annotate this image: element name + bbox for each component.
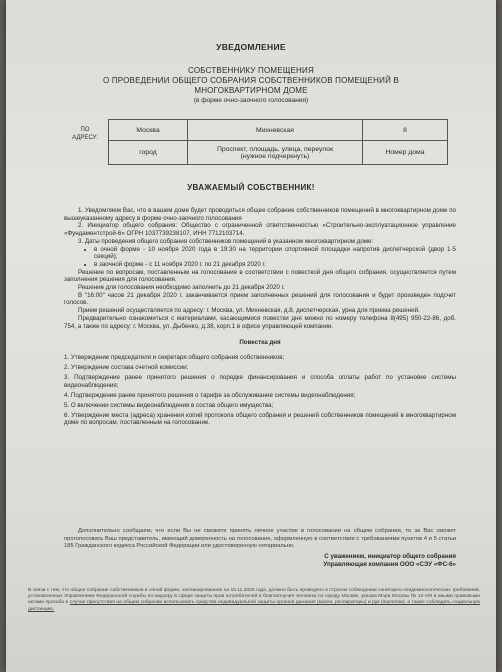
footnote-text: В связи с тем, что общее собрание собственников в очной форме, запланированное на 10.11.2020 года, должно быть проведено в строгом соблюдении санитарно-эпидемиологических требований, установленных Управлением Федеральной службы по надзору в сфере защиты прав потребителей и благополучия человека по городу Москве, указом Мэра Москвы № 12-УМ и иными правовыми актами просьба в <box>28 588 480 606</box>
paragraph-6: В "16:00" часов 21 декабря 2020 г. заканчивается прием заполненных решений для голосования и будет произведен подсчет голосов. <box>64 291 456 307</box>
address-label-line-1: ПО <box>80 127 90 133</box>
paragraph-5: Решение для голосования необходимо заполнить до 21 декабря 2020 г. <box>78 284 285 292</box>
agenda-item: 6. Утверждение места (адреса) хранения копий протокола общего собрания и решений собственников помещений в многоквартирном доме по вопросам, поставленным на голосование. <box>64 411 456 427</box>
address-street: Михневская <box>188 120 363 141</box>
footnote-underlined: случае присутствия на общем собрании использовать средства индивидуальной защиты органов дыхания (маски, респираторы) и рук (перчатки), а также соблюдать социальную дистанцию. <box>28 600 480 612</box>
house-caption: Номер дома <box>363 141 448 165</box>
greeting: УВАЖАЕМЫЙ СОБСТВЕННИК! <box>187 183 315 192</box>
street-caption <box>188 141 363 165</box>
paragraph-3: 3. Даты проведения общего собрания собственников помещений в указанном многоквартирном доме: <box>78 237 374 245</box>
paragraph-2: 2. Инициатор общего собрания: Общество с ограниченной ответственностью «Строительно-эксплуатационное управление «Фундаментстрой-6» ОГРН 1037739238107, ИНН 7712103714. <box>64 222 456 238</box>
signature-line-1: С уважением, инициатор общего собрания <box>324 553 456 560</box>
proxy-paragraph <box>64 528 456 551</box>
agenda-item: 3. Подтверждение ранее принятого решения о порядке финансирования и способа оплаты работ по установке системы видеонаблюдения; <box>64 373 456 389</box>
agenda-item: 1. Утверждение председателя и секретаря общего собрания собственников; <box>64 353 285 361</box>
paragraph-1: 1. Уведомляем Вас, что в вашем доме будет проводиться общее собрание собственников помещений в многоквартирном доме по вышеуказанному адресу в форме очно-заочного голосования <box>64 207 456 222</box>
paragraph-7: Прием решений осуществляется по адресу: г. Москва, ул. Михневская, д.8, диспетчерская, урна для приема решений. <box>78 307 420 315</box>
address-label-line-2: АДРЕСУ: <box>72 135 98 141</box>
footnote <box>28 588 480 613</box>
street-caption-line-1: Проспект, площадь, улица, переулок <box>216 145 334 153</box>
address-house: 8 <box>363 120 448 141</box>
meeting-date-in-person: • в очной форме - 10 ноября 2020 года в 19:30 на территории спортивной площадки напротив диспетчерской (двор 1-5 секций); <box>94 246 456 261</box>
subtitle-line-3: МНОГОКВАРТИРНОМ ДОМЕ <box>194 86 308 95</box>
meeting-dates-list <box>64 246 456 269</box>
proxy-text: Дополнительно сообщаем, что если Вы не сможете принять личное участие в голосовании на общем собрании, то за Вас сможет проголосовать Ваш представитель, имеющий доверенность на голосование, оформленную в соответствии с требованиями пунктов 4 и 5 статьи 185 Гражданского кодекса Российской Федерации или удостоверенную нотариально. <box>64 528 456 550</box>
agenda-item: 4. Подтверждение ранее принятого решения о тарифе за обслуживание системы видеонаблюдения; <box>64 391 356 399</box>
address-label <box>68 126 102 142</box>
agenda-item: 2. Утверждение состава счетной комиссии; <box>64 363 189 371</box>
subtitle-line-1: СОБСТВЕННИКУ ПОМЕЩЕНИЯ <box>188 66 314 75</box>
paragraph-8: Предварительно ознакомиться с материалами, касающимися повестки дня можно по номеру телефона 8(495) 950-22-86, доб. 754, а также по адресу: г. Москва, ул. Дыбенко, д.38, корп.1 в офисе управляющей компании. <box>64 314 456 330</box>
voting-form-note: (в форме очно-заочного голосования) <box>193 97 309 104</box>
agenda-list <box>64 354 456 427</box>
street-caption-line-2: (нужное подчеркнуть) <box>240 152 310 160</box>
address-table <box>108 119 448 165</box>
subtitle-line-2: О ПРОВЕДЕНИИ ОБЩЕГО СОБРАНИЯ СОБСТВЕННИКОВ ПОМЕЩЕНИЙ В <box>102 76 400 85</box>
agenda-title: Повестка дня <box>239 339 281 347</box>
signature-line-2: Управляющая компания ООО «СЭУ «ФС-6» <box>323 561 456 568</box>
notice-subtitle <box>6 66 496 96</box>
signature-block <box>323 553 456 569</box>
notice-title: УВЕДОМЛЕНИЕ <box>216 42 286 52</box>
paragraph-4: Решение по вопросам, поставленным на голосование в соответствии с повесткой дня общего собрания, осуществляется путем заполнения решения для голосования. <box>64 268 456 284</box>
address-city: Москва <box>109 120 188 141</box>
meeting-date-absentee: • в заочной форме - с 11 ноября 2020 г. по 21 декабря 2020 г. <box>94 261 456 269</box>
notice-body <box>64 207 456 429</box>
agenda-item: 5. О включении системы видеонаблюдения в состав общего имущества; <box>64 401 274 409</box>
notice-sheet <box>6 0 496 672</box>
city-caption: город <box>109 141 188 165</box>
